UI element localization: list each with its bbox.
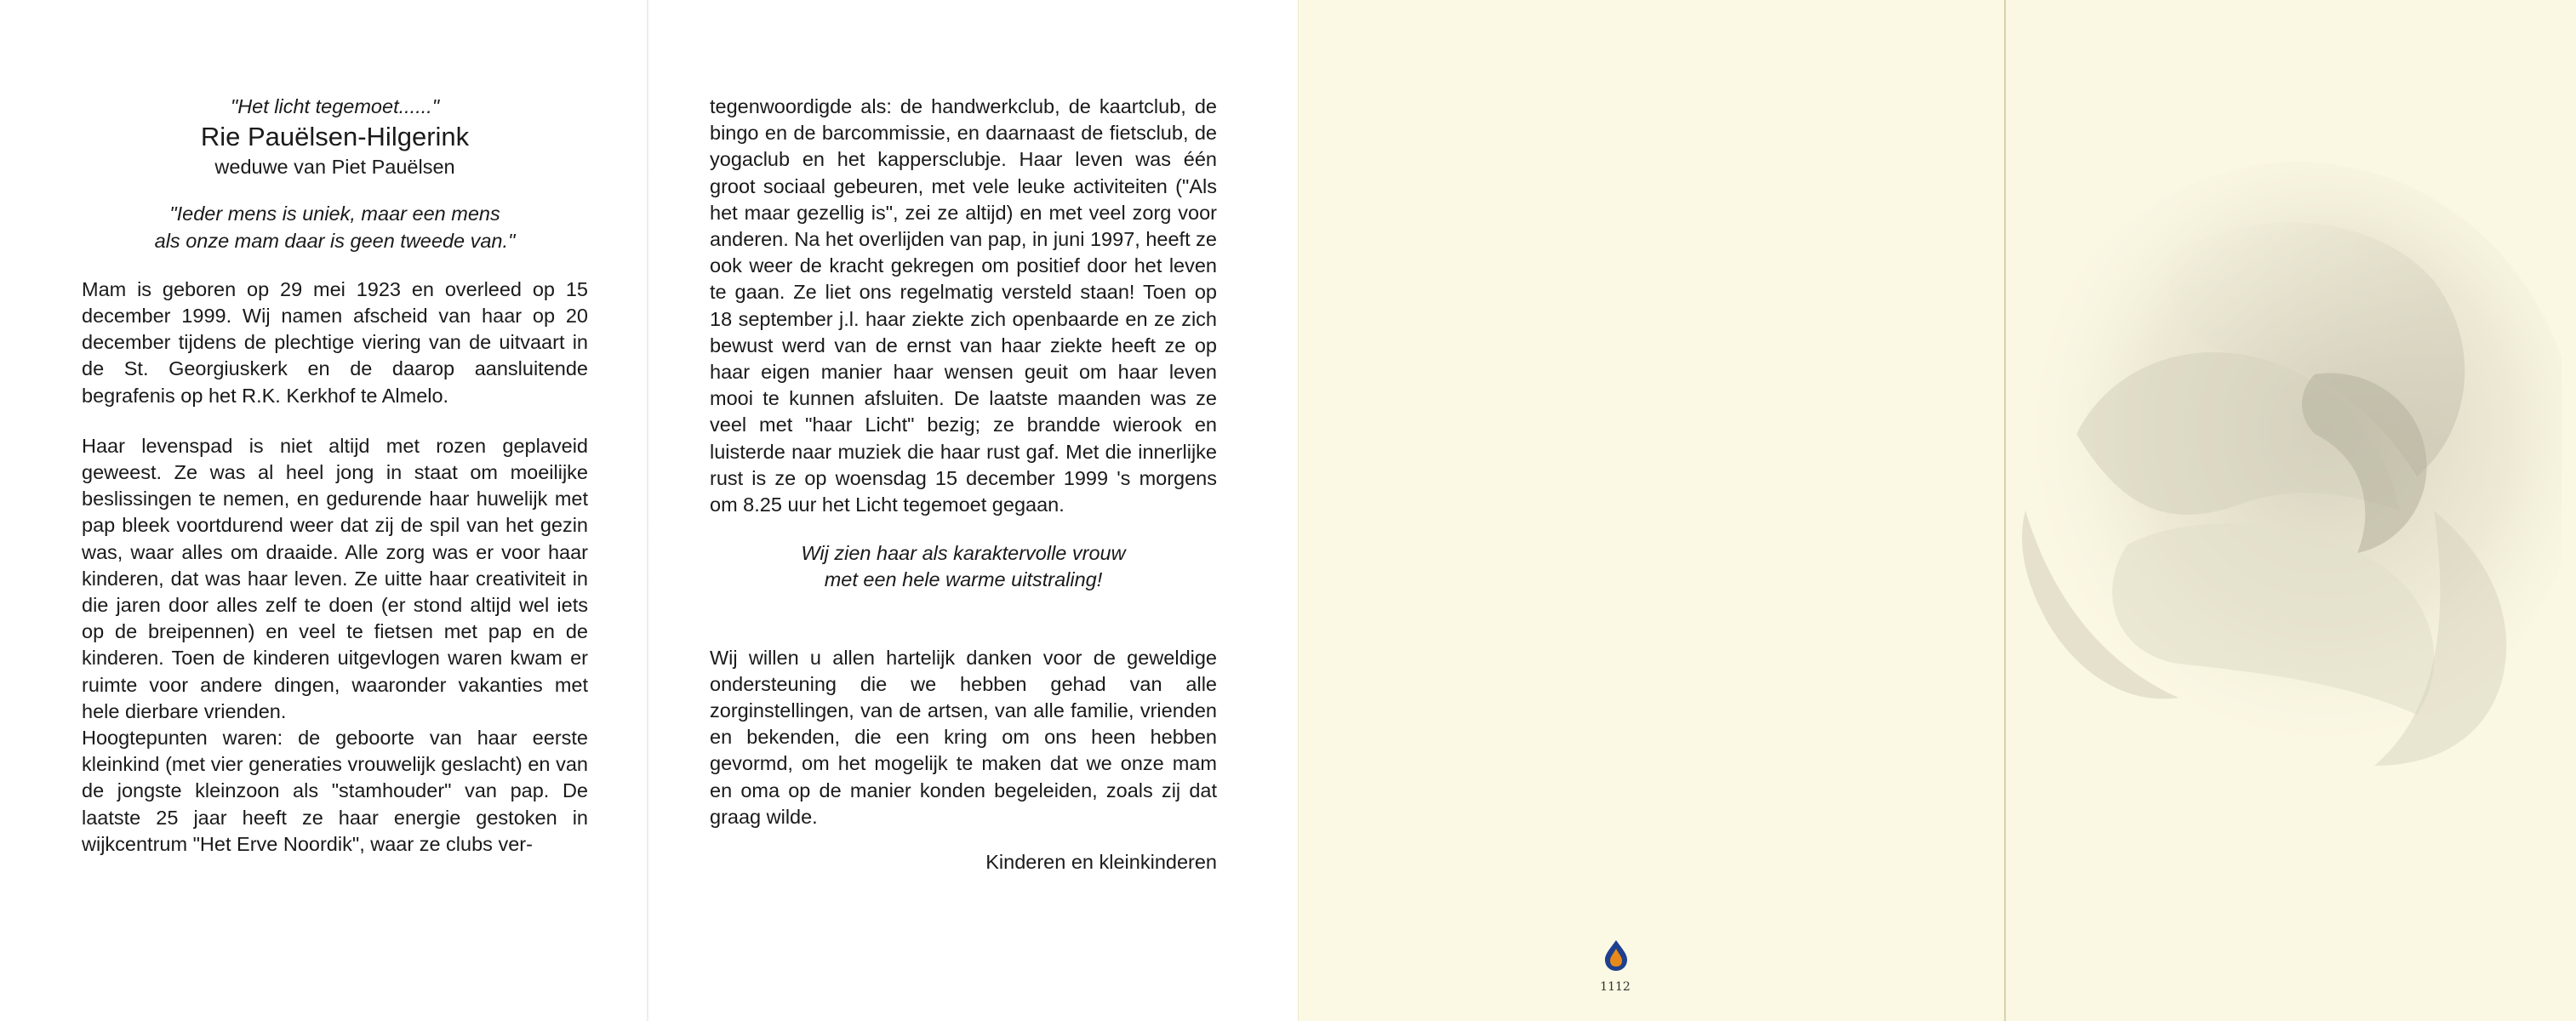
left-column [82,94,588,858]
thanks-paragraph: Wij willen u allen hartelijk danken voor de geweldige ondersteuning die we hebben gehad van alle zorginstellingen, van de artsen, van alle familie, vrienden en bekenden, die een kring om ons heen hebben gevormd, om het mogelijk te maken dat we onze mam en oma op de manier konden begeleiden, zoals zij dat graag wilde. [710,646,1217,828]
flame-drop-icon [1602,938,1631,973]
widow-subtitle: weduwe van Piet Pauëlsen [214,156,455,179]
product-code: 1112 [1600,980,1631,994]
birth-death-paragraph: Mam is geboren op 29 mei 1923 en overleed op 15 december 1999. Wij namen afscheid van haar op 20 december tijdens de plechtige viering van de uitvaart in de St. Georgiuskerk en de daarop aansluitende begrafenis op het R.K. Kerkhof te Almelo. [82,277,588,407]
right-column [710,94,1217,876]
fold-crease [647,0,649,1021]
motto-line-1: "Ieder mens is uniek, maar een mens [169,202,500,225]
closing-quote-line-2: met een hele warme uitstraling! [824,568,1103,591]
back-cover [1298,0,2004,1021]
rose-photo [1974,153,2562,800]
life-path-paragraph: Haar levenspad is niet altijd met rozen geplaveid geweest. Ze was al heel jong in staat om moeilijke beslissingen te nemen, en gedurende haar huwelijk met pap bleek voortdurend weer dat zij de spil van het gezin was, waar alles om draaide. Alle zorg was er voor haar kinderen, dat was haar leven. Ze uitte haar creativiteit in die jaren door alles zelf te doen (er stond altijd wel iets op de breipennen) en veel te fietsen met pap en de kinderen. Toen de kinderen uitgevlogen waren kwam er ruimte voor andere dingen, waaronder vakanties met hele dierbare vrienden. [82,434,588,722]
signature: Kinderen en kleinkinderen [985,851,1217,874]
closing-quote-line-1: Wij zien haar als karaktervolle vrouw [801,542,1126,565]
social-life-paragraph: tegenwoordigde als: de handwerkclub, de kaartclub, de bingo en de barcommissie, en daarnaast de fietsclub, de yogaclub en het kappersclubje. Haar leven was één groot sociaal gebeuren, met vele leuke activiteiten ("Als het maar gezellig is", zei ze altijd) en met veel zorg voor anderen. Na het overlijden van pap, in juni 1997, heeft ze ook weer de kracht gekregen om positief door het leven te gaan. Ze liet ons regelmatig versteld staan! Toen op 18 september j.l. haar ziekte zich openbaarde en ze zich bewust werd van de ernst van haar ziekte heeft ze op haar eigen manier haar wensen geuit om haar leven mooi te kunnen afsluiten. De laatste maanden was ze veel met "haar Licht" bezig; ze brandde wierook en luisterde naar muziek die haar rust gaf. Met die innerlijke rust is ze op woensdag 15 december 1999 's morgens om 8.25 uur het Licht tegemoet gegaan. [710,95,1217,516]
motto-line-2: als onze mam daar is geen tweede van." [154,229,516,252]
deceased-name: Rie Pauëlsen-Hilgerink [200,122,470,152]
opening-quote: "Het licht tegemoet......" [230,95,440,117]
highlights-paragraph: Hoogtepunten waren: de geboorte van haar eerste kleinkind (met vier generaties vrouwelijk geslacht) en van de jongste kleinzoon als "stamhouder" van pap. De laatste 25 jaar heeft ze haar energie gestoken in wijkcentrum "Het Erve Noordik", waar ze clubs ver- [82,727,588,855]
